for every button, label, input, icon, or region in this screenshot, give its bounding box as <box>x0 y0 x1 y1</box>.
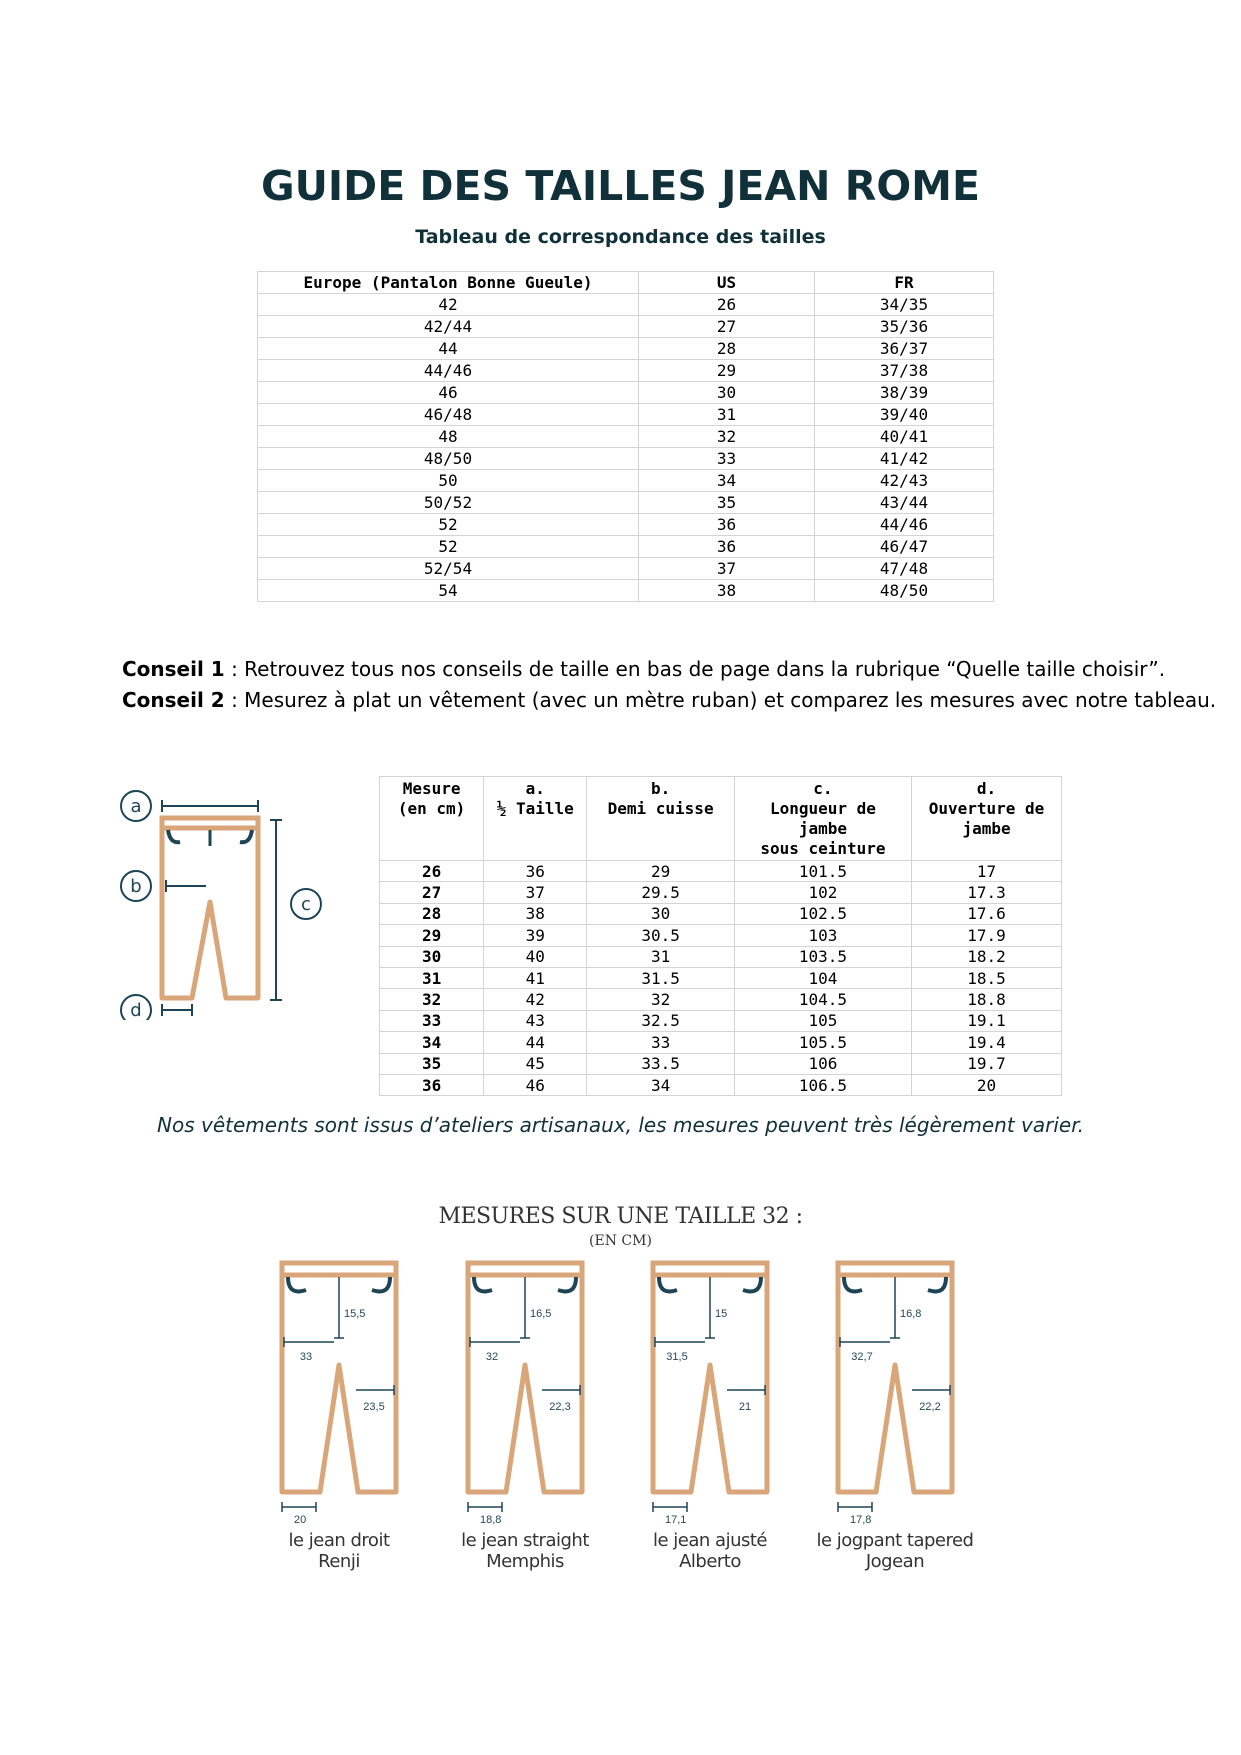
cell-fr: 35/36 <box>815 316 994 338</box>
cell-us: 36 <box>639 514 815 536</box>
cell-fr: 34/35 <box>815 294 994 316</box>
cell-size: 36 <box>380 1074 484 1095</box>
cell-europe: 50/52 <box>258 492 639 514</box>
model-type: le jean ajusté <box>653 1530 767 1551</box>
model-caption <box>425 1530 625 1572</box>
cell-fr: 38/39 <box>815 382 994 404</box>
measure-header <box>484 777 587 861</box>
table-row <box>258 426 994 448</box>
cell-measure: 106.5 <box>734 1074 911 1095</box>
table-row <box>380 946 1062 967</box>
measure-header <box>912 777 1062 861</box>
page-title: GUIDE DES TAILLES JEAN ROME <box>260 162 980 210</box>
page-subtitle: Tableau de correspondance des tailles <box>415 226 826 248</box>
pants-model <box>462 1260 602 1525</box>
cell-us: 30 <box>639 382 815 404</box>
cell-measure: 30 <box>587 903 734 924</box>
measures-subtitle: (EN CM) <box>589 1233 652 1249</box>
label-thigh: 23,5 <box>363 1401 385 1413</box>
cell-europe: 52 <box>258 514 639 536</box>
cell-europe: 48/50 <box>258 448 639 470</box>
measurements-body <box>380 861 1062 1096</box>
table-row <box>258 294 994 316</box>
cell-measure: 43 <box>484 1010 587 1031</box>
table-row <box>380 967 1062 988</box>
cell-us: 38 <box>639 580 815 602</box>
label-top: 16,5 <box>530 1308 552 1320</box>
header-europe: Europe (Pantalon Bonne Gueule) <box>258 272 639 294</box>
table-row <box>258 580 994 602</box>
measurement-diagram <box>112 780 332 1020</box>
cell-us: 36 <box>639 536 815 558</box>
cell-europe: 54 <box>258 580 639 602</box>
measurements-table <box>379 776 1062 1096</box>
measure-header-line: jambe <box>798 819 848 838</box>
model-name: Jogean <box>865 1551 925 1572</box>
table-row <box>380 1053 1062 1074</box>
cell-europe: 52/54 <box>258 558 639 580</box>
cell-fr: 37/38 <box>815 360 994 382</box>
tip-2-text: : Mesurez à plat un vêtement (avec un mètre ruban) et comparez les mesures avec notre tableau. <box>224 688 1217 712</box>
table-row <box>258 448 994 470</box>
label-hem: 18,8 <box>480 1514 502 1525</box>
tip-2 <box>122 685 1216 716</box>
cell-measure: 17.9 <box>912 925 1062 946</box>
label-top: 16,8 <box>900 1308 922 1320</box>
cell-europe: 46 <box>258 382 639 404</box>
label-waist: 31,5 <box>666 1351 688 1363</box>
cell-measure: 103.5 <box>734 946 911 967</box>
label-hem: 20 <box>294 1514 307 1525</box>
cell-measure: 19.4 <box>912 1032 1062 1053</box>
pants-model <box>647 1260 787 1525</box>
cell-fr: 39/40 <box>815 404 994 426</box>
cell-measure: 29 <box>587 861 734 882</box>
cell-europe: 48 <box>258 426 639 448</box>
cell-us: 31 <box>639 404 815 426</box>
cell-measure: 41 <box>484 967 587 988</box>
header-fr: FR <box>815 272 994 294</box>
cell-size: 30 <box>380 946 484 967</box>
tips-block <box>122 654 1216 716</box>
label-waist: 32 <box>485 1351 499 1363</box>
cell-measure: 106 <box>734 1053 911 1074</box>
cell-size: 28 <box>380 903 484 924</box>
cell-fr: 42/43 <box>815 470 994 492</box>
measure-header-line: sous ceinture <box>760 839 886 858</box>
table-row <box>380 903 1062 924</box>
cell-size: 26 <box>380 861 484 882</box>
cell-fr: 46/47 <box>815 536 994 558</box>
size-correspondence-table <box>257 271 994 602</box>
table-row <box>258 382 994 404</box>
tip-1-label: Conseil 1 <box>122 657 225 681</box>
cell-fr: 40/41 <box>815 426 994 448</box>
label-hem: 17,8 <box>850 1514 872 1525</box>
label-waist: 32,7 <box>851 1351 873 1363</box>
cell-measure: 44 <box>484 1032 587 1053</box>
cell-measure: 33 <box>587 1032 734 1053</box>
pants-model <box>276 1260 416 1525</box>
measures-title: MESURES SUR UNE TAILLE 32 : <box>438 1204 803 1229</box>
cell-measure: 102.5 <box>734 903 911 924</box>
cell-measure: 104.5 <box>734 989 911 1010</box>
cell-size: 31 <box>380 967 484 988</box>
tip-1 <box>122 654 1216 685</box>
cell-measure: 38 <box>484 903 587 924</box>
table-row <box>380 1074 1062 1095</box>
cell-measure: 32 <box>587 989 734 1010</box>
cell-measure: 102 <box>734 882 911 903</box>
model-caption <box>239 1530 439 1572</box>
letter-a: a <box>130 796 142 817</box>
table-row <box>258 316 994 338</box>
pants-model <box>832 1260 972 1525</box>
cell-measure: 17 <box>912 861 1062 882</box>
cell-europe: 42/44 <box>258 316 639 338</box>
label-thigh: 21 <box>738 1401 752 1413</box>
cell-europe: 44 <box>258 338 639 360</box>
measure-header-line: c. <box>813 779 833 798</box>
measure-header <box>380 777 484 861</box>
measure-header-line: ½ Taille <box>496 799 574 818</box>
letter-c: c <box>301 894 311 915</box>
label-hem: 17,1 <box>665 1514 687 1525</box>
table-row <box>380 861 1062 882</box>
cell-size: 27 <box>380 882 484 903</box>
cell-size: 29 <box>380 925 484 946</box>
measure-header-line: (en cm) <box>397 799 466 818</box>
cell-measure: 32.5 <box>587 1010 734 1031</box>
table-header-row <box>258 272 994 294</box>
cell-size: 32 <box>380 989 484 1010</box>
tip-2-label: Conseil 2 <box>122 688 225 712</box>
table-row <box>258 492 994 514</box>
cell-measure: 105 <box>734 1010 911 1031</box>
label-waist: 33 <box>299 1351 313 1363</box>
model-type: le jean droit <box>288 1530 390 1551</box>
cell-fr: 48/50 <box>815 580 994 602</box>
model-name: Memphis <box>486 1551 564 1572</box>
letter-a-marker <box>121 791 151 821</box>
cell-europe: 46/48 <box>258 404 639 426</box>
table-row <box>258 536 994 558</box>
cell-measure: 101.5 <box>734 861 911 882</box>
cell-us: 27 <box>639 316 815 338</box>
cell-measure: 33.5 <box>587 1053 734 1074</box>
model-type: le jean straight <box>461 1530 589 1551</box>
table-row <box>258 360 994 382</box>
cell-us: 37 <box>639 558 815 580</box>
cell-measure: 40 <box>484 946 587 967</box>
cell-size: 34 <box>380 1032 484 1053</box>
table-row <box>258 404 994 426</box>
cell-fr: 43/44 <box>815 492 994 514</box>
tip-1-text: : Retrouvez tous nos conseils de taille en bas de page dans la rubrique “Quelle taille choisir”. <box>224 657 1166 681</box>
measure-header-line: jambe <box>962 819 1011 838</box>
cell-us: 32 <box>639 426 815 448</box>
cell-size: 33 <box>380 1010 484 1031</box>
table-row <box>258 338 994 360</box>
cell-measure: 105.5 <box>734 1032 911 1053</box>
cell-measure: 19.7 <box>912 1053 1062 1074</box>
model-name: Alberto <box>679 1551 741 1572</box>
cell-measure: 18.8 <box>912 989 1062 1010</box>
measurements-header-row <box>380 777 1062 861</box>
cell-europe: 52 <box>258 536 639 558</box>
label-top: 15 <box>715 1308 728 1320</box>
table-row <box>380 989 1062 1010</box>
cell-measure: 18.2 <box>912 946 1062 967</box>
table-row <box>380 1010 1062 1031</box>
artisanal-note: Nos vêtements sont issus d’ateliers artisanaux, les mesures peuvent très légèrement varier. <box>157 1113 1084 1137</box>
cell-measure: 103 <box>734 925 911 946</box>
cell-measure: 31 <box>587 946 734 967</box>
measure-header-line: b. <box>650 779 671 798</box>
cell-us: 26 <box>639 294 815 316</box>
measure-header <box>587 777 734 861</box>
table-row <box>380 882 1062 903</box>
label-thigh: 22,2 <box>919 1401 941 1413</box>
cell-measure: 31.5 <box>587 967 734 988</box>
letter-b-marker <box>121 871 151 901</box>
measure-header-line: Mesure <box>402 779 461 798</box>
letter-c-marker <box>291 889 321 919</box>
label-top: 15,5 <box>344 1308 366 1320</box>
cell-us: 33 <box>639 448 815 470</box>
cell-measure: 29.5 <box>587 882 734 903</box>
cell-size: 35 <box>380 1053 484 1074</box>
cell-measure: 20 <box>912 1074 1062 1095</box>
cell-measure: 19.1 <box>912 1010 1062 1031</box>
cell-europe: 42 <box>258 294 639 316</box>
model-type: le jogpant tapered <box>816 1530 974 1551</box>
cell-us: 29 <box>639 360 815 382</box>
cell-measure: 36 <box>484 861 587 882</box>
label-thigh: 22,3 <box>549 1401 571 1413</box>
cell-measure: 45 <box>484 1053 587 1074</box>
cell-us: 28 <box>639 338 815 360</box>
header-us: US <box>639 272 815 294</box>
cell-measure: 17.6 <box>912 903 1062 924</box>
cell-measure: 30.5 <box>587 925 734 946</box>
table-row <box>258 558 994 580</box>
cell-measure: 104 <box>734 967 911 988</box>
measure-header-line: Longueur de <box>769 799 876 818</box>
size-correspondence-body <box>258 294 994 602</box>
cell-europe: 44/46 <box>258 360 639 382</box>
cell-measure: 39 <box>484 925 587 946</box>
table-row <box>258 470 994 492</box>
table-row <box>380 925 1062 946</box>
measure-header-line: Ouverture de <box>928 799 1045 818</box>
cell-fr: 41/42 <box>815 448 994 470</box>
cell-europe: 50 <box>258 470 639 492</box>
table-row <box>258 514 994 536</box>
letter-d: d <box>130 1000 142 1020</box>
model-caption <box>610 1530 810 1572</box>
measure-header <box>734 777 911 861</box>
cell-measure: 37 <box>484 882 587 903</box>
measure-header-line: Demi cuisse <box>607 799 714 818</box>
measure-header-line: d. <box>976 779 997 798</box>
letter-b: b <box>130 876 142 897</box>
cell-measure: 34 <box>587 1074 734 1095</box>
table-row <box>380 1032 1062 1053</box>
cell-us: 34 <box>639 470 815 492</box>
cell-measure: 17.3 <box>912 882 1062 903</box>
cell-fr: 47/48 <box>815 558 994 580</box>
model-name: Renji <box>318 1551 360 1572</box>
cell-measure: 18.5 <box>912 967 1062 988</box>
model-caption <box>795 1530 995 1572</box>
cell-measure: 42 <box>484 989 587 1010</box>
cell-measure: 46 <box>484 1074 587 1095</box>
measure-header-line: a. <box>525 779 545 798</box>
cell-us: 35 <box>639 492 815 514</box>
cell-fr: 36/37 <box>815 338 994 360</box>
letter-d-marker <box>121 995 151 1020</box>
cell-fr: 44/46 <box>815 514 994 536</box>
